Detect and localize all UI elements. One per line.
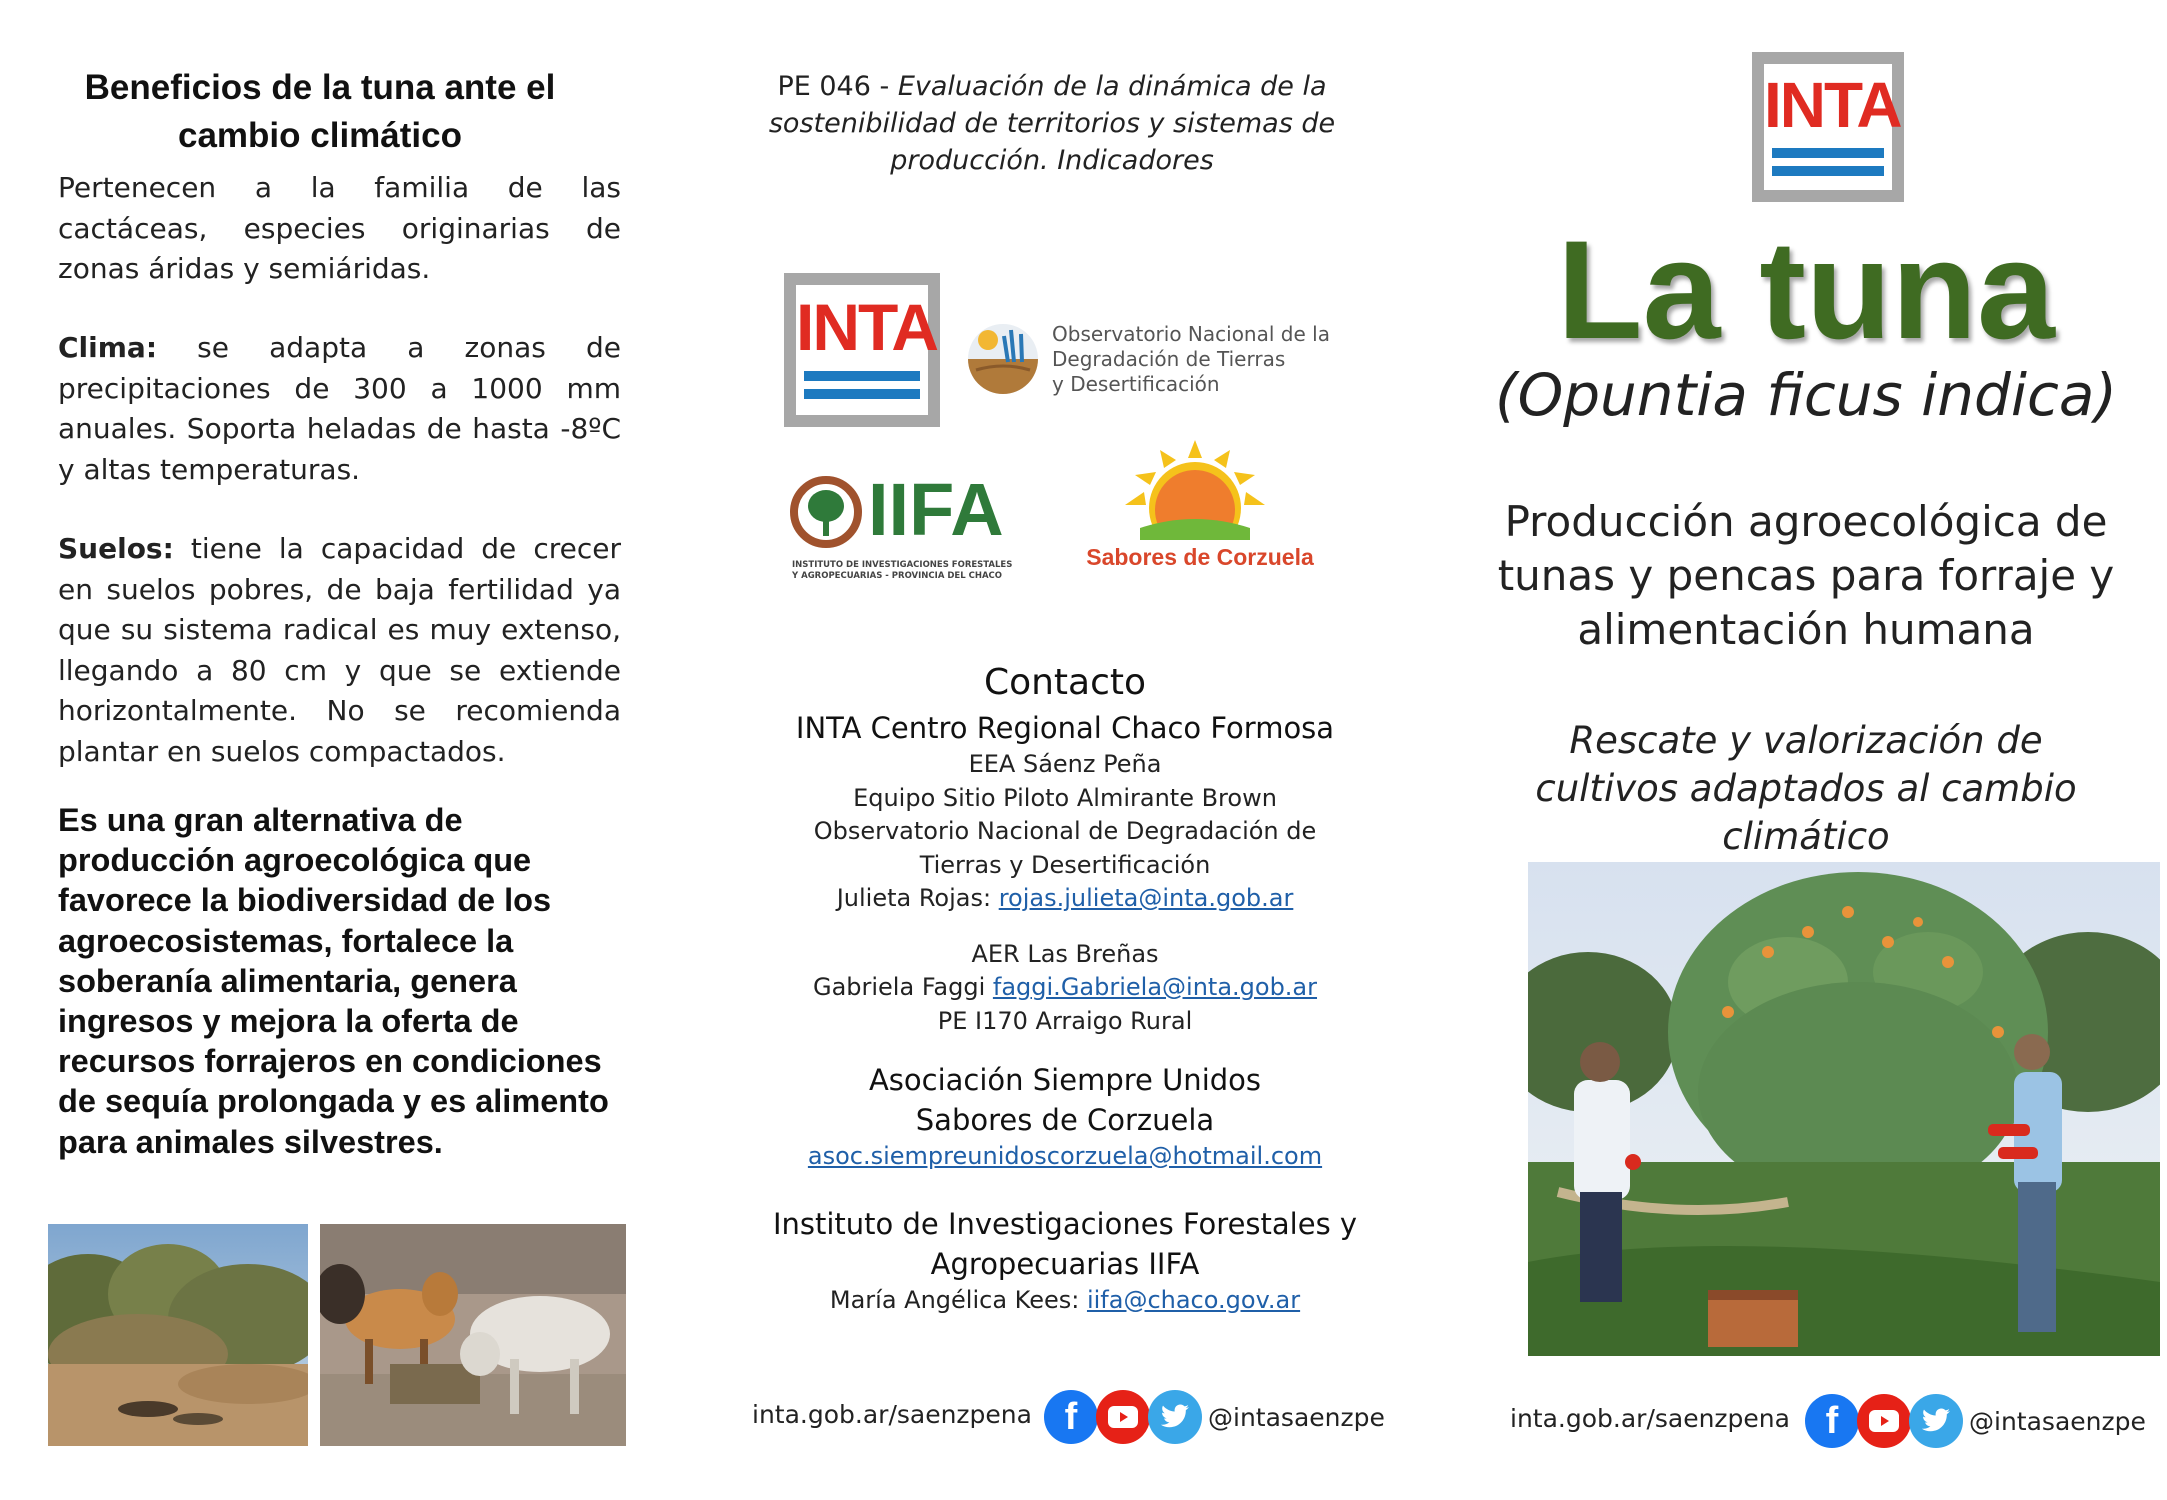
- highlight-paragraph: Es una gran alternativa de producción agroecológica que favorece la biodiversidad de los agroecosistemas, fortalece la soberanía alimentaria, genera ingresos y mejora la oferta de recursos forrajeros en condiciones de sequía prolongada y es alimento para animales silvestres.: [58, 802, 609, 1160]
- contact-org2-email: [722, 1140, 1408, 1174]
- production-subtitle: Producción agroecológica de tunas y pencas para forraje y alimentación humana: [1497, 497, 2115, 654]
- contact-org2-line1: Asociación Siempre Unidos: [868, 1063, 1262, 1097]
- sabores-logo: [1080, 440, 1320, 580]
- contact-line2: Equipo Sitio Piloto Almirante Brown: [853, 783, 1277, 812]
- clima-text: se adapta a zonas de precipitaciones de 300 a 1000 mm anuales. Soporta heladas de hasta -8ºC y altas temperaturas.: [58, 331, 621, 486]
- iifa-sub-line1: INSTITUTO DE INVESTIGACIONES FORESTALES: [792, 560, 1013, 570]
- contact-org3-line2: Agropecuarias IIFA: [930, 1246, 1200, 1281]
- intro-paragraph: Pertenecen a la familia de las cactáceas, especies originarias de zonas áridas y semiáridas.: [58, 171, 621, 285]
- org2-email-link[interactable]: asoc.siempreunidoscorzuela@hotmail.com: [807, 1142, 1323, 1170]
- main-title: La tuna: [1557, 211, 2055, 368]
- youtube-icon[interactable]: [1096, 1390, 1150, 1444]
- contact-org2-line2: Sabores de Corzuela: [915, 1103, 1215, 1137]
- contact-person1: [722, 882, 1408, 916]
- right-social-links: [1805, 1394, 2146, 1448]
- person1-name: Julieta Rojas:: [836, 884, 999, 912]
- right-social-handle[interactable]: @intasaenzpe: [1969, 1406, 2146, 1436]
- cactus-harvest-photo: [1528, 862, 2160, 1356]
- twitter-icon[interactable]: [1148, 1390, 1202, 1444]
- contact-line3: Observatorio Nacional de Degradación de Tierras y Desertificación: [813, 817, 1317, 879]
- contact-person2: [722, 971, 1408, 1005]
- twitter-icon[interactable]: [1909, 1394, 1963, 1448]
- project-separator: -: [870, 71, 898, 102]
- inta-logo: [784, 273, 940, 427]
- contact-person3: [722, 1284, 1408, 1318]
- right-panel: [1445, 0, 2167, 1500]
- person1-email-link[interactable]: rojas.julieta@inta.gob.ar: [998, 884, 1294, 912]
- iifa-logo: [790, 468, 1040, 594]
- tagline: Rescate y valorización de cultivos adaptados al cambio climático: [1535, 719, 2077, 858]
- iifa-sub-line2: Y AGROPECUARIAS - PROVINCIA DEL CHACO: [792, 571, 1002, 581]
- contact-heading: Contacto: [983, 662, 1147, 703]
- person3-name: María Angélica Kees:: [829, 1285, 1087, 1314]
- scientific-name: (Opuntia ficus indica): [1494, 361, 2118, 429]
- project-reference: [752, 68, 1352, 179]
- facebook-icon[interactable]: f: [1805, 1394, 1859, 1448]
- contact-line1: EEA Sáenz Peña: [968, 750, 1162, 778]
- contact-block: [722, 658, 1408, 1317]
- middle-panel: [722, 0, 1408, 1500]
- contact-aer: AER Las Breñas: [971, 939, 1159, 968]
- person3-email-link[interactable]: iifa@chaco.gov.ar: [1086, 1285, 1301, 1314]
- youtube-icon[interactable]: [1857, 1394, 1911, 1448]
- observatorio-logo: [966, 320, 1426, 400]
- middle-social-links: [1044, 1390, 1385, 1444]
- sun-icon: [1120, 440, 1270, 540]
- contact-pe2: PE I170 Arraigo Rural: [937, 1006, 1193, 1035]
- suelos-paragraph: [58, 529, 621, 772]
- clima-label: Clima:: [58, 331, 158, 364]
- middle-footer-url[interactable]: inta.gob.ar/saenzpena: [752, 1400, 1032, 1429]
- person2-email-link[interactable]: faggi.Gabriela@inta.gob.ar: [992, 973, 1318, 1001]
- iifa-tree-icon: [790, 476, 862, 548]
- right-footer-url[interactable]: inta.gob.ar/saenzpena: [1510, 1404, 1790, 1433]
- middle-social-handle[interactable]: @intasaenzpe: [1208, 1402, 1385, 1432]
- iifa-logo-text: IIFA: [868, 468, 1004, 551]
- inta-logo-right: [1752, 52, 1904, 202]
- suelos-label: Suelos:: [58, 532, 174, 565]
- goats-photo: [320, 1224, 626, 1446]
- project-code: PE 046: [777, 71, 871, 102]
- observatorio-line3: y Desertificación: [1052, 372, 1220, 396]
- contact-org1: INTA Centro Regional Chaco Formosa: [795, 711, 1335, 745]
- sabores-logo-text: Sabores de Corzuela: [1086, 544, 1314, 570]
- observatorio-logo-icon: [966, 322, 1040, 396]
- project-title: Evaluación de la dinámica de la sostenibilidad de territorios y sistemas de producción. Indicadores: [768, 71, 1336, 176]
- inta-logo-text: INTA: [796, 290, 938, 364]
- person2-name: Gabriela Faggi: [812, 973, 993, 1001]
- left-title: Beneficios de la tuna ante el cambio climático: [84, 68, 556, 155]
- observatorio-line1: Observatorio Nacional de la: [1052, 322, 1330, 346]
- inta-logo-right-text: INTA: [1764, 69, 1901, 141]
- clima-paragraph: [58, 328, 621, 490]
- observatorio-line2: Degradación de Tierras: [1052, 347, 1286, 371]
- landscape-photo: [48, 1224, 308, 1446]
- suelos-text: tiene la capacidad de crecer en suelos pobres, de baja fertilidad ya que su sistema radical es muy extenso, llegando a 80 cm y que se extiende horizontalmente. No se recomienda plantar en suelos compactados.: [58, 532, 621, 768]
- left-panel: [0, 0, 690, 1500]
- contact-org3-line1: Instituto de Investigaciones Forestales y: [772, 1206, 1358, 1241]
- facebook-icon[interactable]: f: [1044, 1390, 1098, 1444]
